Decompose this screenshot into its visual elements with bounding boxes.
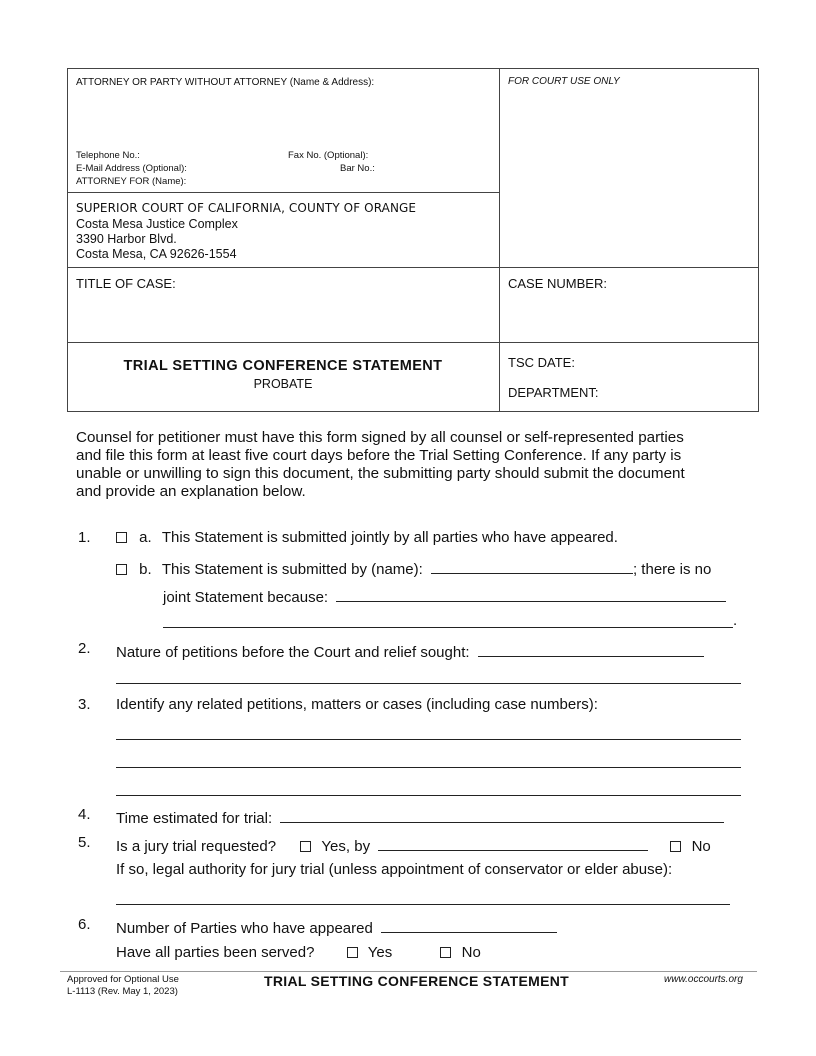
item-2-number: 2. bbox=[78, 640, 91, 657]
instructions-line-4: and provide an explanation below. bbox=[76, 483, 306, 500]
item-2-field[interactable] bbox=[478, 640, 704, 657]
department-label: DEPARTMENT: bbox=[508, 385, 599, 400]
item-5-authority-line[interactable] bbox=[116, 904, 730, 905]
item-5-yes-checkbox[interactable] bbox=[300, 841, 311, 852]
footer-website: www.occourts.org bbox=[664, 974, 743, 985]
caption-vertical-divider bbox=[499, 68, 500, 412]
item-6-field[interactable] bbox=[381, 916, 557, 933]
item-2-line-2[interactable] bbox=[116, 683, 741, 684]
court-address-1: Costa Mesa Justice Complex bbox=[76, 217, 238, 231]
item-1a-checkbox[interactable] bbox=[116, 532, 127, 543]
tsc-date-label: TSC DATE: bbox=[508, 355, 575, 370]
item-5-number: 5. bbox=[78, 834, 91, 851]
item-1b-checkbox[interactable] bbox=[116, 564, 127, 575]
footer-approved: Approved for Optional Use bbox=[67, 974, 179, 985]
attorney-section-divider bbox=[67, 192, 499, 193]
court-use-label: FOR COURT USE ONLY bbox=[508, 76, 620, 87]
item-6-text: Number of Parties who have appeared bbox=[116, 920, 373, 937]
item-1b-label: b. bbox=[139, 561, 152, 578]
footer-title: TRIAL SETTING CONFERENCE STATEMENT bbox=[264, 973, 569, 989]
item-5-yes-by-field[interactable] bbox=[378, 834, 648, 851]
attorney-label: ATTORNEY OR PARTY WITHOUT ATTORNEY (Name & Address): bbox=[76, 77, 375, 88]
instructions-line-3: unable or unwilling to sign this document, the submitting party should submit the document bbox=[76, 465, 685, 482]
item-1b-row bbox=[116, 557, 711, 578]
item-1-number: 1. bbox=[78, 529, 91, 546]
item-6b-no-label: No bbox=[461, 944, 481, 961]
item-6b-no-checkbox[interactable] bbox=[440, 947, 451, 958]
form-title-row-divider bbox=[67, 342, 759, 343]
item-1a-row bbox=[116, 529, 618, 546]
item-1a-label: a. bbox=[139, 529, 152, 546]
form-title: TRIAL SETTING CONFERENCE STATEMENT bbox=[123, 358, 443, 374]
item-5-followup-text: If so, legal authority for jury trial (unless appointment of conservator or elder abuse): bbox=[116, 861, 673, 878]
footer-rule bbox=[60, 971, 757, 972]
item-1b-name-field[interactable] bbox=[431, 557, 633, 574]
item-1b-text: This Statement is submitted by (name): bbox=[161, 561, 423, 578]
item-1b-continuation bbox=[163, 585, 726, 606]
item-5-row bbox=[116, 834, 711, 855]
item-5-text: Is a jury trial requested? bbox=[116, 838, 277, 855]
item-3-line-3[interactable] bbox=[116, 795, 741, 796]
item-1b-period: . bbox=[733, 612, 738, 629]
item-4-text: Time estimated for trial: bbox=[116, 810, 273, 827]
item-2-text: Nature of petitions before the Court and relief sought: bbox=[116, 644, 470, 661]
item-6b-yes-checkbox[interactable] bbox=[347, 947, 358, 958]
item-6b-yes-label: Yes bbox=[367, 944, 393, 961]
bar-number-label: Bar No.: bbox=[340, 163, 375, 174]
item-1b-reason-field[interactable] bbox=[336, 585, 726, 602]
item-1b-reason-line-2[interactable] bbox=[163, 627, 733, 628]
fax-label: Fax No. (Optional): bbox=[288, 150, 369, 161]
item-1a-text: This Statement is submitted jointly by all parties who have appeared. bbox=[161, 529, 618, 546]
instructions-line-1: Counsel for petitioner must have this form signed by all counsel or self-represented parties bbox=[76, 429, 684, 446]
instructions-line-2: and file this form at least five court days before the Trial Setting Conference. If any party is bbox=[76, 447, 682, 464]
item-4-row bbox=[116, 806, 724, 827]
title-row-divider bbox=[67, 267, 759, 268]
item-6b-text: Have all parties been served? bbox=[116, 944, 315, 961]
court-address-3: Costa Mesa, CA 92626-1554 bbox=[76, 247, 237, 261]
telephone-label: Telephone No.: bbox=[76, 150, 140, 161]
item-3-line-1[interactable] bbox=[116, 739, 741, 740]
item-5-no-checkbox[interactable] bbox=[670, 841, 681, 852]
item-3-text: Identify any related petitions, matters or cases (including case numbers): bbox=[116, 696, 598, 713]
item-1b-cont-text: joint Statement because: bbox=[163, 589, 329, 606]
footer-form-id: L-1113 (Rev. May 1, 2023) bbox=[67, 986, 178, 997]
item-5-no-label: No bbox=[691, 838, 711, 855]
item-2-row bbox=[116, 640, 704, 661]
item-6b-row bbox=[116, 944, 481, 961]
attorney-for-label: ATTORNEY FOR (Name): bbox=[76, 176, 187, 187]
item-6-row bbox=[116, 916, 557, 937]
item-3-number: 3. bbox=[78, 696, 91, 713]
instructions-paragraph bbox=[76, 429, 756, 501]
item-3-line-2[interactable] bbox=[116, 767, 741, 768]
case-number-label: CASE NUMBER: bbox=[508, 276, 607, 291]
email-label: E-Mail Address (Optional): bbox=[76, 163, 187, 174]
court-address-2: 3390 Harbor Blvd. bbox=[76, 232, 177, 246]
item-5-yes-label: Yes, by bbox=[321, 838, 371, 855]
item-4-number: 4. bbox=[78, 806, 91, 823]
item-6-number: 6. bbox=[78, 916, 91, 933]
item-4-field[interactable] bbox=[280, 806, 724, 823]
title-of-case-label: TITLE OF CASE: bbox=[76, 276, 176, 291]
item-1b-after-text: ; there is no bbox=[632, 561, 712, 578]
form-subtitle: PROBATE bbox=[253, 377, 313, 391]
court-name: SUPERIOR COURT OF CALIFORNIA, COUNTY OF ORANGE bbox=[76, 201, 417, 215]
